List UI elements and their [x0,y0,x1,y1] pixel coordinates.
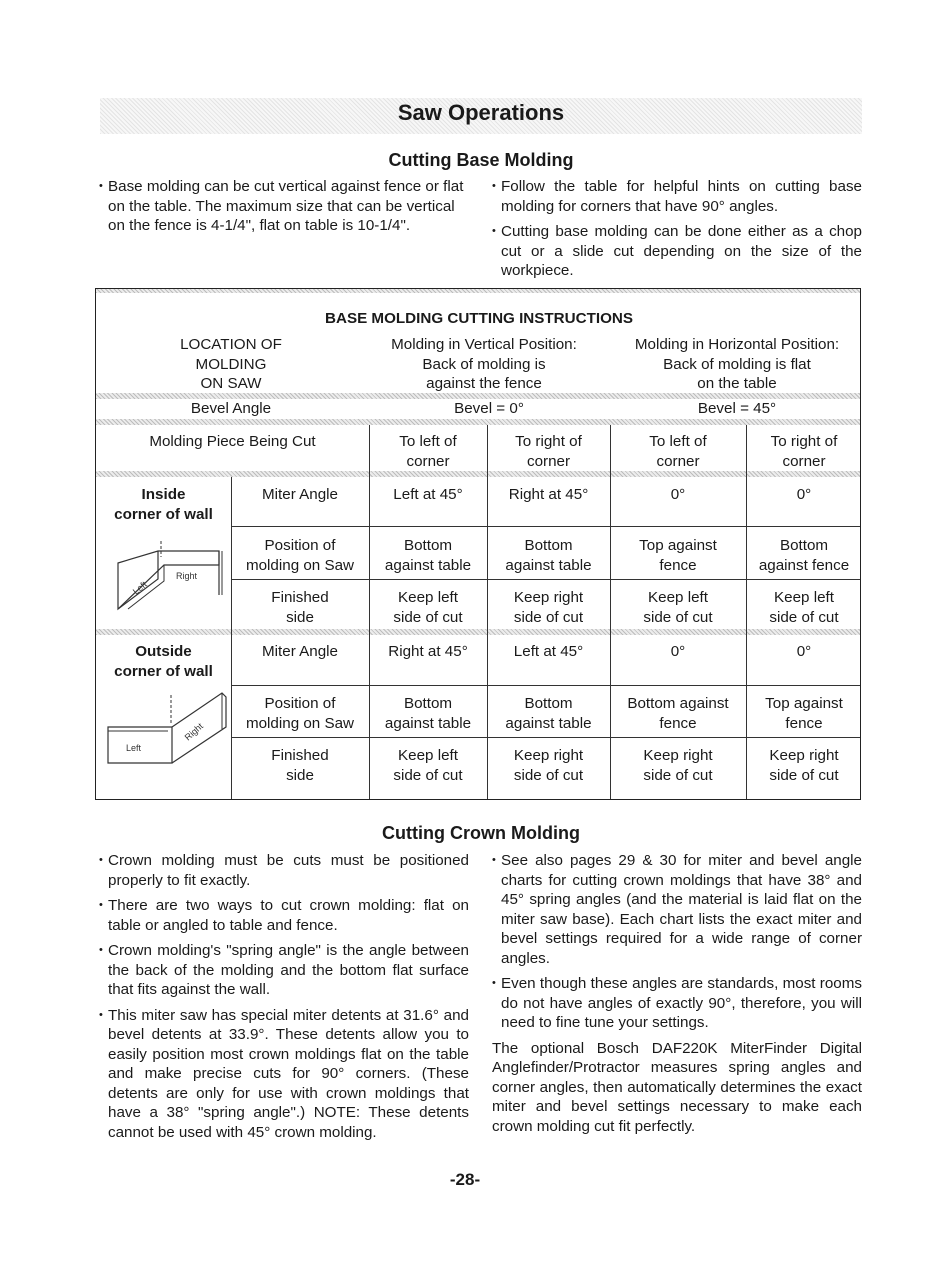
bullet-item: • See also pages 29 & 30 for miter and bevel angle charts for cutting crown moldings that have 38° and 45° spring angles (and the material is laid flat on the miter saw base). Each chart lists the exact miter and bevel settings required for a wide range of corner angles. [492,851,862,968]
table-cell: 0° [796,486,812,503]
bullet-item: • There are two ways to cut crown molding: flat on table or angled to table and fence. [99,896,469,935]
table-cell: Top against fence [639,537,717,574]
bevel-horizontal: Bevel = 45° [697,400,777,417]
table-title: BASE MOLDING CUTTING INSTRUCTIONS [325,310,633,327]
row-divider [231,526,860,527]
location-header: LOCATION OF MOLDING ON SAW [180,336,282,392]
piece-col: To right of corner [770,433,838,470]
diagram-label-left: Left [130,579,149,597]
row-divider [231,579,860,580]
bullet-item: • Cutting base molding can be done either as a chop cut or a slide cut depending on the size of the workpiece. [492,222,862,281]
row-label: Miter Angle [262,486,338,503]
table-cell: Top against fence [765,695,843,732]
vertical-position-header: Molding in Vertical Position: Back of molding is against the fence [391,336,577,392]
row-label: Miter Angle [262,643,338,660]
table-cell: Keep right side of cut [513,747,584,784]
base-left-column [99,177,469,242]
table-cell: 0° [670,486,686,503]
diagram-label-right: Right [182,720,205,743]
base-section-title: Cutting Base Molding [388,150,574,170]
table-cell: Bottom against fence [627,695,729,732]
row-label: Position of molding on Saw [245,537,355,574]
row-label: Position of molding on Saw [245,695,355,732]
table-cell: Left at 45° [513,643,584,660]
horizontal-position-header: Molding in Horizontal Position: Back of molding is flat on the table [634,336,840,392]
table-cell: Bottom against table [384,537,472,574]
piece-label: Molding Piece Being Cut [149,433,316,450]
bosch-paragraph: The optional Bosch DAF220K MiterFinder Digital Anglefinder/Protractor measures spring angles and corner angles, then automatically determines the exact miter and bevel settings necessary to make each crown molding cut fit perfectly. [492,1039,862,1135]
table-cell: Left at 45° [393,486,463,503]
outside-corner-diagram [104,691,232,771]
row-divider [231,685,860,686]
base-right-column [492,177,862,287]
bullet-item: • Base molding can be cut vertical against fence or flat on the table. The maximum size that can be vertical on the fence is 4-1/4", flat on table is 10-1/4". [99,177,469,236]
table-cell: Keep left side of cut [393,747,463,784]
diagram-label-left: Left [126,743,142,753]
hatch-band [96,289,860,293]
piece-col: To left of corner [649,433,707,470]
table-cell: Keep left side of cut [393,589,463,626]
row-divider [231,737,860,738]
table-cell: 0° [796,643,812,660]
crown-right-column [492,851,862,1136]
table-cell: Keep right side of cut [769,747,839,784]
table-cell: Keep right side of cut [513,589,584,626]
base-molding-table [95,288,861,800]
crown-section-title: Cutting Crown Molding [382,823,580,843]
bullet-item: • Crown molding's "spring angle" is the angle between the back of the molding and the bottom flat surface that fits against the wall. [99,941,469,1000]
diagram-label-right: Right [176,571,198,581]
bevel-angle-label: Bevel Angle [190,400,272,417]
page-title: Saw Operations [397,100,565,125]
row-label: Finished side [271,747,329,784]
bevel-vertical: Bevel = 0° [454,400,524,417]
table-cell: Bottom against table [505,537,592,574]
crown-left-column [99,851,469,1148]
bullet-item: • Even though these angles are standards, most rooms do not have angles of exactly 90°, therefore, you will need to fine tune your settings. [492,974,862,1033]
inside-corner-label: Inside corner of wall [114,486,213,523]
inside-corner-diagram [106,537,231,617]
piece-col: To right of corner [515,433,582,470]
bullet-item: • This miter saw has special miter detents at 31.6° and bevel detents at 33.9°. These detents allow you to easily position most crown moldings flat on the table and make precise cuts for 90° corners. (These detents are only for use with crown moldings that have a 38° "spring angle".) NOTE: These detents cannot be used with 45° crown molding. [99,1006,469,1143]
row-label: Finished side [271,589,329,626]
table-cell: Keep left side of cut [643,589,713,626]
table-cell: Right at 45° [388,643,468,660]
table-cell: 0° [670,643,686,660]
piece-col: To left of corner [399,433,457,470]
header-banner [100,98,862,134]
table-cell: Bottom against table [505,695,592,732]
table-cell: Keep left side of cut [769,589,839,626]
bullet-item: • Crown molding must be cuts must be positioned properly to fit exactly. [99,851,469,890]
outside-corner-label: Outside corner of wall [114,643,213,680]
table-cell: Bottom against fence [758,537,850,574]
bullet-item: • Follow the table for helpful hints on cutting base molding for corners that have 90° angles. [492,177,862,216]
table-cell: Keep right side of cut [643,747,713,784]
page-number: -28- [449,1170,481,1189]
table-cell: Bottom against table [384,695,472,732]
table-cell: Right at 45° [508,486,589,503]
